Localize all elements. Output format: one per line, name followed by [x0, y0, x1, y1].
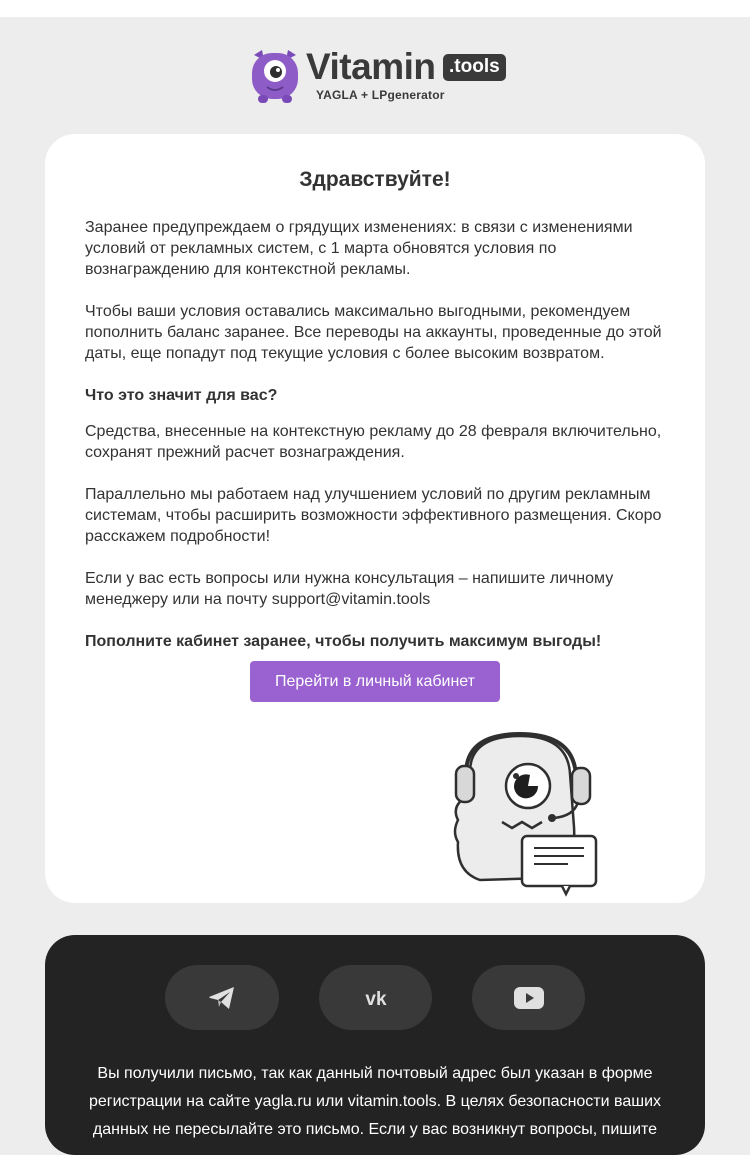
telegram-button[interactable]: [165, 965, 279, 1030]
paragraph-improvements: Параллельно мы работаем над улучшением условий по другим рекламным системам, чтобы расширить возможности эффективного размещения. Скоро расскажем подробности!: [85, 486, 662, 545]
go-to-account-button[interactable]: Перейти в личный кабинет: [250, 661, 500, 702]
youtube-icon: [514, 987, 544, 1009]
vk-button[interactable]: [319, 965, 432, 1030]
what-it-means-heading: Что это значит для вас?: [85, 387, 278, 404]
logo-subtitle: YAGLA + LPgenerator: [316, 88, 445, 102]
svg-text:vk: vk: [364, 988, 387, 1010]
paragraph-changes: Заранее предупреждаем о грядущих изменениях: в связи с изменениями условий от рекламных систем, с 1 марта обновятся условия по вознаграждению для контекстной рекламы.: [85, 219, 633, 278]
greeting-heading: Здравствуйте!: [299, 168, 451, 191]
email-card: [45, 134, 705, 903]
vk-icon: [360, 988, 392, 1008]
logo-badge: .tools: [443, 54, 506, 81]
paragraph-contact: [85, 568, 675, 610]
mascot-headset-illustration: [450, 732, 610, 892]
paragraph-recommendation: Чтобы ваши условия оставались максимально выгодными, рекомендуем пополнить баланс заранее. Все переводы на аккаунты, проведенные до этой даты, еще попадут под текущие условия с более высоким возвратом.: [85, 303, 662, 362]
vitamin-tools-logo[interactable]: [250, 47, 502, 105]
cta-text: Пополните кабинет заранее, чтобы получить максимум выгоды!: [85, 633, 602, 650]
footer-notice: Вы получили письмо, так как данный почтовый адрес был указан в форме регистрации на сайте yagla.ru или vitamin.tools. В целях безопасности ваших данных не пересылайте это письмо. Если у вас возникнут вопросы, пишите: [88, 1065, 662, 1138]
top-bar: [0, 0, 750, 17]
telegram-icon: [208, 986, 236, 1010]
support-email-link[interactable]: support@vitamin.tools: [271, 591, 431, 608]
contact-text: Если у вас есть вопросы или нужна консультация – напишите личному менеджеру или на почту: [85, 570, 614, 608]
email-footer: [45, 935, 705, 1155]
logo-wordmark: Vitamin: [306, 46, 436, 87]
logo-mascot-icon: [250, 47, 300, 105]
youtube-button[interactable]: [472, 965, 585, 1030]
paragraph-deadline: Средства, внесенные на контекстную рекламу до 28 февраля включительно, сохранят прежний расчет вознаграждения.: [85, 423, 662, 461]
